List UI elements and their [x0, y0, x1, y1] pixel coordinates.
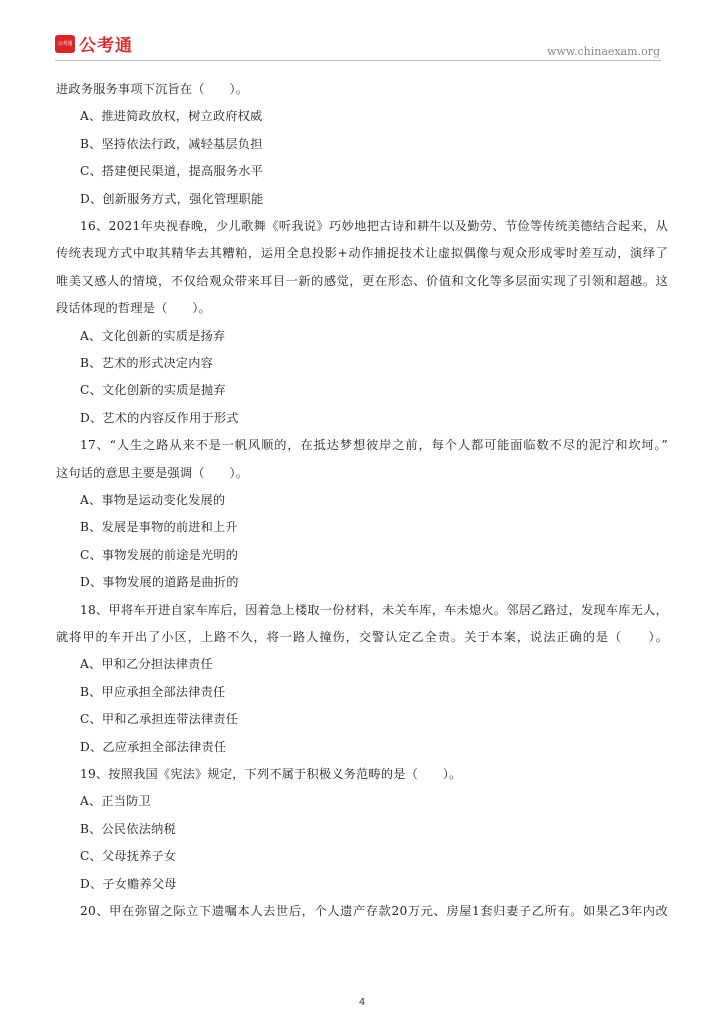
option-line: B、公民依法纳税	[80, 821, 176, 836]
option-line: B、发展是事物的前进和上升	[80, 520, 238, 535]
site-url: www.chinaexam.org	[547, 45, 660, 58]
question-19: 19、按照我国《宪法》规定，下列不属于积极义务范畴的是（ ）。	[80, 767, 462, 782]
option-line: C、甲和乙承担连带法律责任	[80, 712, 239, 727]
option-line: D、子女赡养父母	[80, 876, 177, 891]
option-line: A、推进简政放权，树立政府权威	[80, 109, 263, 124]
option-line: C、文化创新的实质是抛弃	[80, 383, 226, 398]
option-line: A、文化创新的实质是扬弃	[80, 328, 226, 343]
question-18: 18、甲将车开进自家车库后，因着急上楼取一份材料，未关车库，车未熄火。邻居乙路过，发现车库无人，	[80, 602, 668, 617]
option-line: A、甲和乙分担法律责任	[80, 657, 213, 672]
text-line: 进政务服务事项下沉旨在（ ）。	[56, 82, 249, 96]
option-line: C、搭建便民渠道，提高服务水平	[80, 164, 263, 179]
option-line: B、坚持依法行政，减轻基层负担	[80, 136, 263, 151]
option-line: B、甲应承担全部法律责任	[80, 684, 226, 699]
logo-text: 公考通	[79, 36, 133, 56]
option-line: A、正当防卫	[80, 794, 151, 809]
option-line: D、事物发展的道路是曲折的	[80, 575, 239, 590]
text-line: 这句话的意思主要是强调（ ）。	[56, 465, 249, 480]
option-line: D、乙应承担全部法律责任	[80, 739, 227, 754]
question-16: 16、2021年央视春晚，少儿歌舞《听我说》巧妙地把古诗和耕牛以及勤劳、节俭等传统美德结合起来，从	[80, 219, 668, 234]
text-line: 段话体现的哲理是（ ）。	[56, 301, 211, 316]
text-line: 唯美又感人的情境，不仅给观众带来耳目一新的感觉，更在形态、价值和文化等多层面实现了引领和超越。这	[56, 273, 668, 288]
page-header	[0, 0, 724, 64]
logo-icon: 公考通	[55, 35, 75, 53]
option-line: A、事物是运动变化发展的	[80, 493, 226, 508]
option-line: D、创新服务方式，强化管理职能	[80, 191, 264, 206]
text-line: 就将甲的车开出了小区，上路不久，将一路人撞伤，交警认定乙全责。关于本案，说法正确的是（ ）。	[56, 630, 668, 645]
question-20: 20、甲在弥留之际立下遗嘱本人去世后，个人遗产存款20万元、房屋1套归妻子乙所有。如果乙3年内改	[80, 904, 668, 919]
page-number: 4	[358, 997, 366, 1008]
document-body	[56, 76, 668, 925]
header-divider	[55, 60, 661, 61]
option-line: C、父母抚养子女	[80, 849, 177, 864]
question-17: 17、“人生之路从来不是一帆风顺的，在抵达梦想彼岸之前，每个人都可能面临数不尽的泥泞和坎坷。”	[80, 438, 668, 453]
option-line: B、艺术的形式决定内容	[80, 356, 214, 371]
text-line: 传统表现方式中取其精华去其糟粕，运用全息投影+动作捕捉技术让虚拟偶像与观众形成零时差互动，演绎了	[56, 246, 668, 261]
option-line: C、事物发展的前途是光明的	[80, 547, 239, 562]
option-line: D、艺术的内容反作用于形式	[80, 410, 239, 425]
